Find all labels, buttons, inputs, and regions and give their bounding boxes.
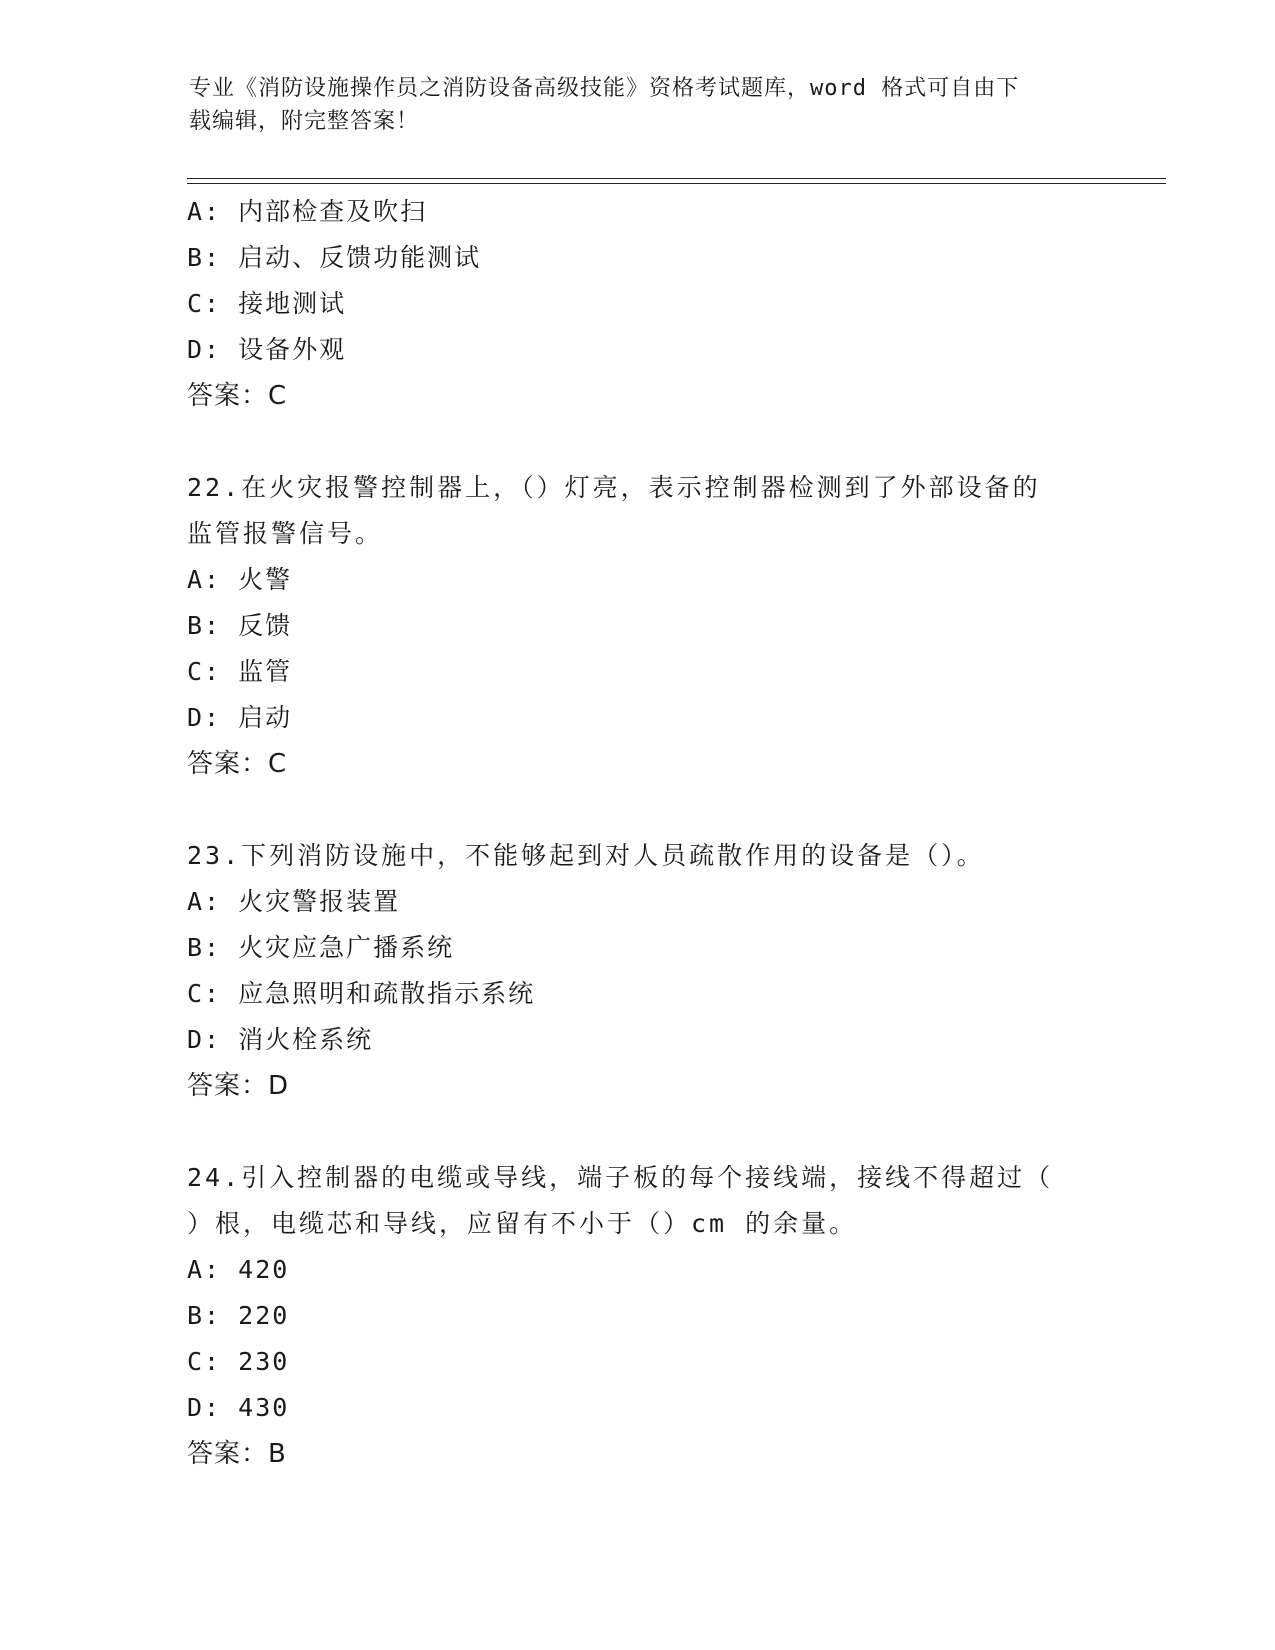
option-a: A: 内部检查及吹扫 [187,197,428,226]
question-block-22 [187,465,1087,787]
question-text-line-2: ）根，电缆芯和导线，应留有不小于（）cm 的余量。 [187,1209,858,1238]
option-a: A: 火警 [187,565,293,594]
question-text-line-1: 23.下列消防设施中，不能够起到对人员疏散作用的设备是（）。 [187,841,985,870]
header-line-1: 专业《消防设施操作员之消防设备高级技能》资格考试题库，word 格式可自由下 [189,76,1020,101]
answer-line: 答案：C [187,749,288,779]
question-text-line-1: 22.在火灾报警控制器上，（）灯亮，表示控制器检测到了外部设备的 [187,473,1041,502]
document-header [189,72,1089,138]
spacer [187,1109,1087,1155]
option-a: A: 420 [187,1255,290,1284]
header-line-2: 载编辑，附完整答案！ [189,109,420,134]
option-c: C: 监管 [187,657,293,686]
question-list [187,189,1087,1477]
header-divider-bottom [187,183,1166,184]
header-divider-top [187,178,1166,179]
question-block-24 [187,1155,1087,1477]
option-b: B: 220 [187,1301,290,1330]
spacer [187,787,1087,833]
option-c: C: 230 [187,1347,290,1376]
option-d: D: 设备外观 [187,335,347,364]
question-block-23 [187,833,1087,1109]
option-d: D: 消火栓系统 [187,1025,374,1054]
question-block-21 [187,189,1087,419]
option-b: B: 火灾应急广播系统 [187,933,455,962]
option-d: D: 启动 [187,703,293,732]
answer-line: 答案：C [187,381,288,411]
question-text-line-2: 监管报警信号。 [187,519,384,548]
option-d: D: 430 [187,1393,290,1422]
option-a: A: 火灾警报装置 [187,887,401,916]
spacer [187,419,1087,465]
option-c: C: 接地测试 [187,289,347,318]
answer-line: 答案：D [187,1071,290,1101]
option-c: C: 应急照明和疏散指示系统 [187,979,536,1008]
answer-line: 答案：B [187,1439,287,1469]
question-text-line-1: 24.引入控制器的电缆或导线，端子板的每个接线端，接线不得超过（ [187,1163,1054,1192]
option-b: B: 启动、反馈功能测试 [187,243,482,272]
option-b: B: 反馈 [187,611,293,640]
